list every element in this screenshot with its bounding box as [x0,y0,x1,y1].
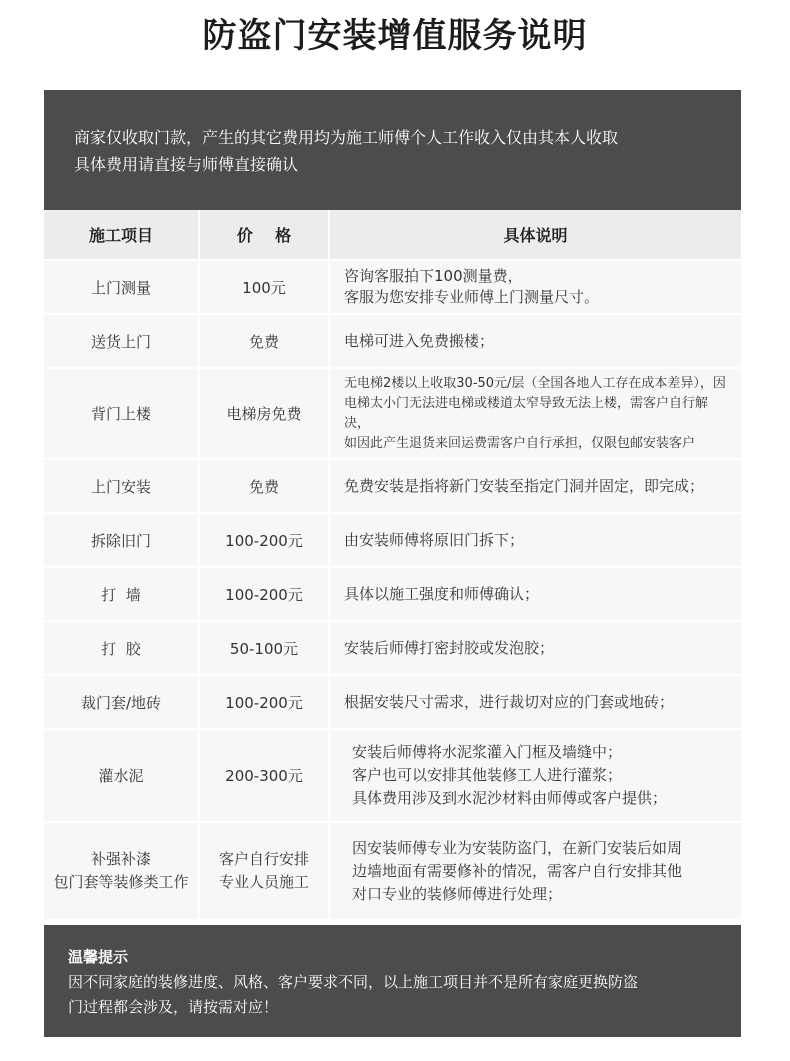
notice-line: 具体费用请直接与师傅直接确认 [74,155,299,174]
price-text: 电梯房免费 [226,405,302,423]
description-text: 由安装师傅将原旧门拆下； [344,530,525,549]
item-text: 打 墙 [101,585,141,604]
description-text: 免费安装是指将新门安装至指定门洞并固定，即完成； [344,476,705,495]
page-title: 防盗门安装增值服务说明 [202,16,588,56]
description-cell [329,621,741,675]
service-table [44,210,741,919]
item-text: 上门测量 [90,278,151,297]
price-cell [199,822,329,919]
description-text: 如因此产生退货来回运费需客户自行承担，仅限包邮安装客户 [344,435,696,451]
item-cell [44,567,199,621]
table-row [44,729,741,822]
price-text: 客户自行安排 [218,850,309,868]
price-text: 50-100元 [229,639,299,658]
price-text: 100-200元 [225,531,303,550]
price-cell [199,567,329,621]
description-text: 因安装师傅专业为安装防盗门，在新门安装后如周 [352,838,683,857]
price-cell [199,621,329,675]
table-header-row [44,210,741,260]
price-text: 免费 [248,332,279,351]
price-cell [199,675,329,729]
description-text: 安装后师傅将水泥浆灌入门框及墙缝中； [352,743,623,761]
description-text: 具体以施工强度和师傅确认； [344,584,540,603]
description-cell [329,822,741,919]
table-row [44,314,741,368]
table-row [44,260,741,314]
item-cell [44,513,199,567]
description-text: 咨询客服拍下100测量费， [344,267,523,285]
item-text: 灌水泥 [98,767,144,785]
description-cell [329,314,741,368]
item-cell [44,729,199,822]
table-row [44,822,741,919]
merchant-notice [44,90,741,210]
description-text: 根据安装尺寸需求，进行裁切对应的门套或地砖； [344,692,675,711]
item-cell [44,459,199,513]
table-row [44,368,741,459]
table-row [44,513,741,567]
price-cell [199,368,329,459]
price-cell [199,260,329,314]
item-text: 背门上楼 [90,405,151,423]
description-cell [329,675,741,729]
price-text: 100元 [242,278,286,297]
item-text: 打 胶 [101,639,141,658]
table-row [44,621,741,675]
item-text: 上门安装 [90,477,151,496]
item-cell [44,260,199,314]
description-text: 电梯可进入免费搬楼； [344,331,495,350]
item-cell [44,621,199,675]
price-text: 专业人员施工 [218,873,309,891]
table-row [44,567,741,621]
item-cell [44,675,199,729]
description-cell [329,729,741,822]
item-cell [44,368,199,459]
price-text: 100-200元 [225,585,303,604]
price-cell [199,459,329,513]
price-text: 100-200元 [225,693,303,712]
header-item: 施工项目 [44,210,199,260]
description-text: 客服为您安排专业师傅上门测量尺寸。 [344,288,600,306]
description-cell [329,368,741,459]
table-row [44,459,741,513]
tips-line: 门过程都会涉及，请按需对应！ [68,998,279,1016]
description-cell [329,260,741,314]
description-text: 客户也可以安排其他装修工人进行灌浆； [352,766,623,784]
description-cell [329,513,741,567]
header-price: 价 格 [199,210,329,260]
item-cell [44,822,199,919]
header-description: 具体说明 [329,210,741,260]
item-text: 拆除旧门 [90,531,151,550]
description-text: 无电梯2楼以上收取30-50元/层（全国各地人工存在成本差异），因 [344,375,726,391]
item-cell [44,314,199,368]
description-cell [329,459,741,513]
tips-line: 因不同家庭的装修进度、风格、客户要求不同，以上施工项目并不是所有家庭更换防盗 [68,973,639,991]
description-text: 对口专业的装修师傅进行处理； [352,884,563,903]
price-text: 200-300元 [225,767,303,785]
notice-line: 商家仅收取门款，产生的其它费用均为施工师傅个人工作收入仅由其本人收取 [74,128,619,147]
item-text: 裁门套/地砖 [80,693,162,712]
description-text: 边墙地面有需要修补的情况，需客户自行安排其他 [352,861,683,880]
price-cell [199,314,329,368]
tips-title: 温馨提示 [68,948,129,966]
description-text: 具体费用涉及到水泥沙材料由师傅或客户提供； [352,789,668,807]
description-text: 电梯太小门无法进电梯或楼道太窄导致无法上楼，需客户自行解决， [344,395,709,431]
description-cell [329,567,741,621]
item-text: 送货上门 [90,332,151,351]
item-text: 补强补漆 [90,850,151,868]
warm-tips [44,925,741,1037]
table-row [44,675,741,729]
price-cell [199,513,329,567]
price-text: 免费 [248,477,279,496]
description-text: 安装后师傅打密封胶或发泡胶； [344,638,555,657]
price-cell [199,729,329,822]
item-text: 包门套等装修类工作 [53,873,189,891]
